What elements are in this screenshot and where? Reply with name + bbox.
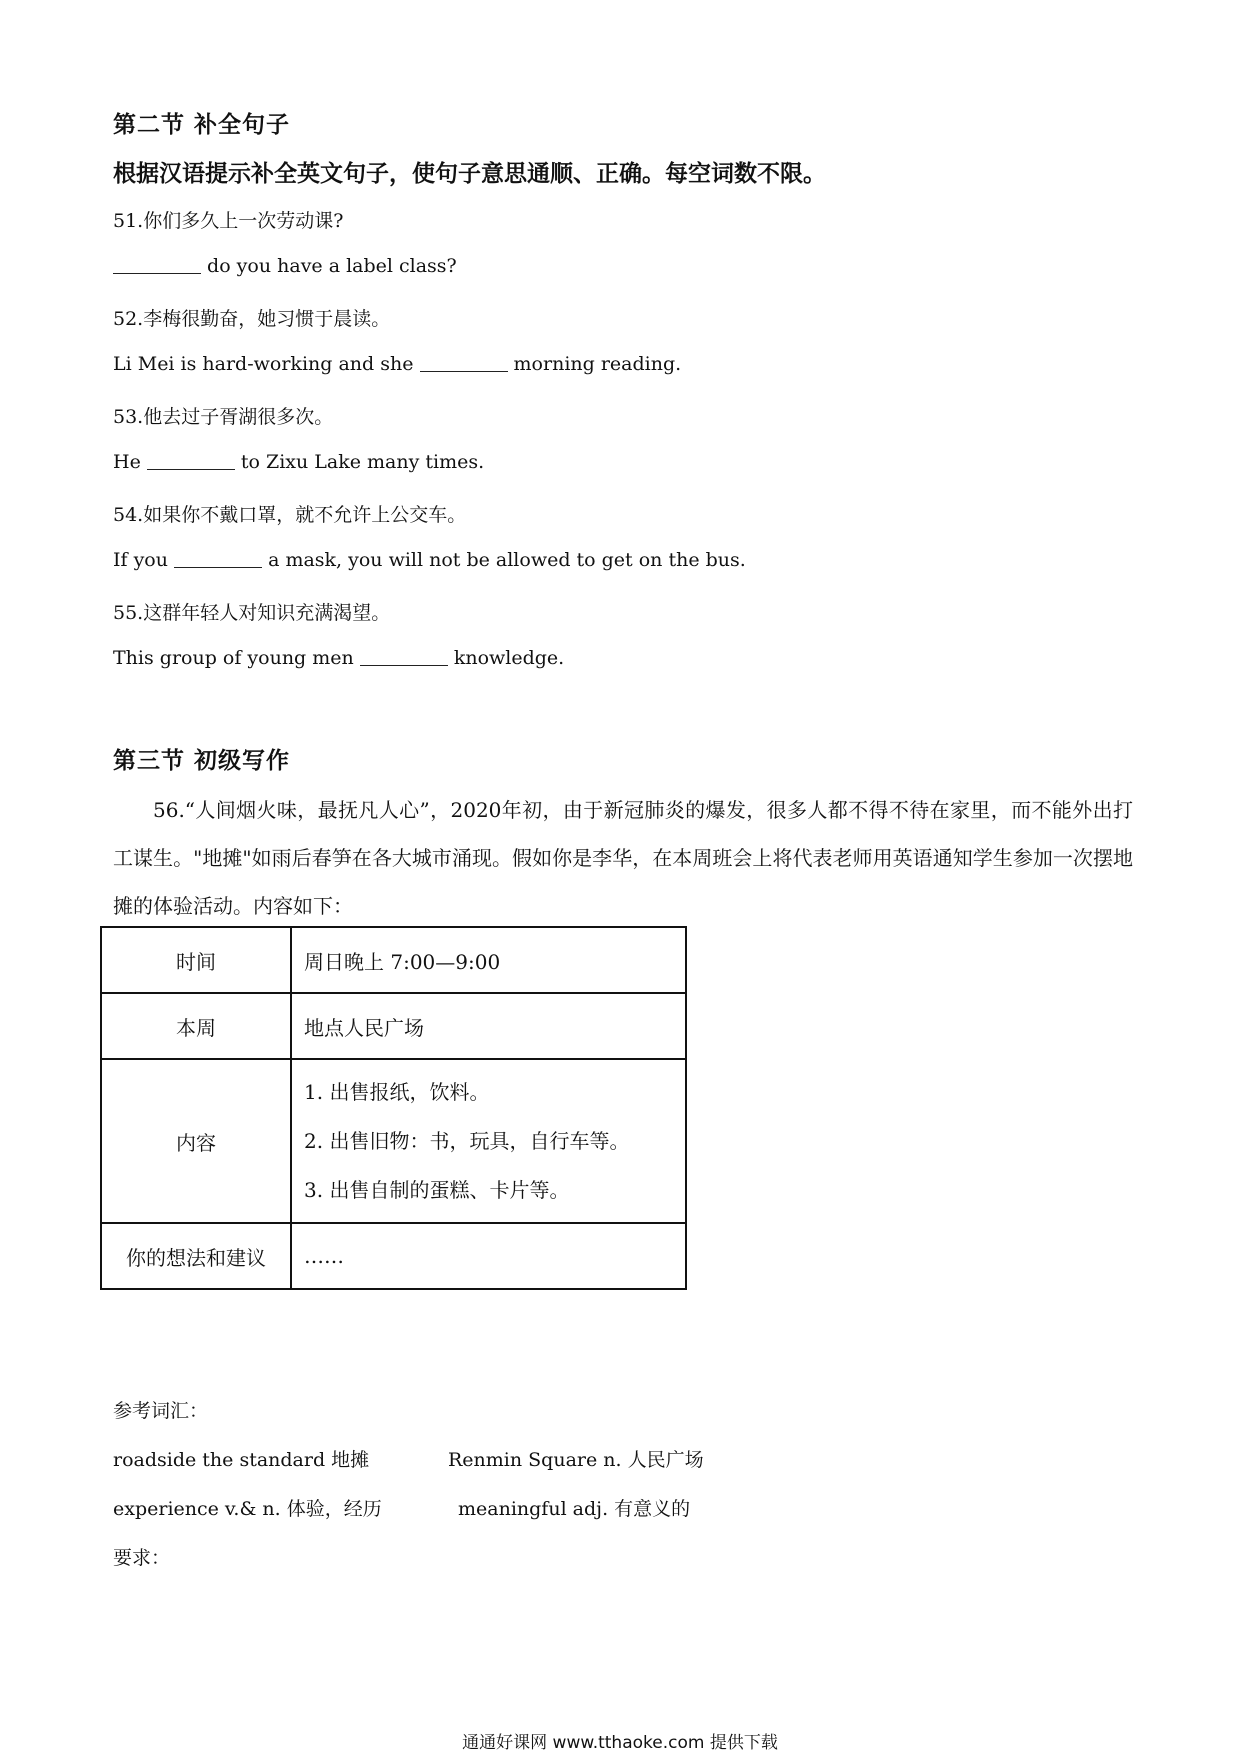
table-key-content: 内容 <box>101 1059 291 1223</box>
content-item-3: 3. 出售自制的蛋糕、卡片等。 <box>304 1177 570 1202</box>
item-55-en-before: This group of young men <box>113 647 360 669</box>
item-55-blank[interactable] <box>360 647 448 666</box>
activity-table <box>100 926 687 1290</box>
item-53-cn: 53.他去过子胥湖很多次。 <box>113 406 334 428</box>
item-51-en-after: do you have a label class? <box>201 255 457 277</box>
item-54-blank[interactable] <box>174 549 262 568</box>
section2-instruction: 根据汉语提示补全英文句子，使句子意思通顺、正确。每空词数不限。 <box>113 161 826 187</box>
table-key-ideas: 你的想法和建议 <box>101 1223 291 1289</box>
vocab-item-4: meaningful adj. 有意义的 <box>458 1498 691 1520</box>
item-52-cn: 52.李梅很勤奋，她习惯于晨读。 <box>113 308 391 330</box>
table-row <box>101 1223 686 1289</box>
vocab-item-3: experience v.& n. 体验，经历 <box>113 1498 382 1520</box>
item-52-en-before: Li Mei is hard-working and she <box>113 353 420 375</box>
content-item-1: 1. 出售报纸，饮料。 <box>304 1079 490 1104</box>
item-54-en-before: If you <box>113 549 175 571</box>
table-key-week: 本周 <box>101 993 291 1059</box>
footer-text: 通通好课网 www.tthaoke.com 提供下载 <box>462 1733 778 1753</box>
requirements-label: 要求： <box>113 1547 171 1569</box>
vocab-item-2: Renmin Square n. 人民广场 <box>448 1449 704 1471</box>
table-value-ideas: …… <box>291 1223 686 1289</box>
item-54-cn: 54.如果你不戴口罩，就不允许上公交车。 <box>113 504 467 526</box>
section3-title: 第三节 初级写作 <box>113 748 291 774</box>
item-55-en <box>113 647 564 669</box>
item-52-en-after: morning reading. <box>507 353 682 375</box>
item-53-en-before: He <box>113 451 147 473</box>
item-51-blank[interactable] <box>113 255 201 274</box>
item-52-blank[interactable] <box>420 353 508 372</box>
item-54-en-after: a mask, you will not be allowed to get on the bus. <box>262 549 746 571</box>
table-value-place: 地点人民广场 <box>291 993 686 1059</box>
table-value-content <box>291 1059 686 1223</box>
item-53-blank[interactable] <box>147 451 235 470</box>
item-54-en <box>113 549 746 571</box>
section2-title: 第二节 补全句子 <box>113 112 291 138</box>
item-55-cn: 55.这群年轻人对知识充满渴望。 <box>113 602 391 624</box>
item-53-en-after: to Zixu Lake many times. <box>234 451 485 473</box>
item-53-en <box>113 451 484 473</box>
table-value-time: 周日晚上 7:00—9:00 <box>291 927 686 993</box>
writing-prompt: 56.“人间烟火味，最抚凡人心”，2020年初，由于新冠肺炎的爆发，很多人都不得不待在家里，而不能外出打工谋生。"地摊"如雨后春笋在各大城市涌现。假如你是李华，在本周班会上将代表老师用英语通知学生参加一次摆地摊的体验活动。内容如下： <box>113 798 1133 918</box>
table-row <box>101 927 686 993</box>
content-item-2: 2. 出售旧物：书，玩具，自行车等。 <box>304 1128 630 1153</box>
vocab-item-1: roadside the standard 地摊 <box>113 1449 370 1471</box>
table-key-time: 时间 <box>101 927 291 993</box>
item-51-en <box>113 255 457 277</box>
item-55-en-after: knowledge. <box>447 647 565 669</box>
table-row <box>101 993 686 1059</box>
item-52-en <box>113 353 681 375</box>
table-row <box>101 1059 686 1223</box>
vocab-title: 参考词汇： <box>113 1400 209 1422</box>
item-51-cn: 51.你们多久上一次劳动课? <box>113 210 344 232</box>
